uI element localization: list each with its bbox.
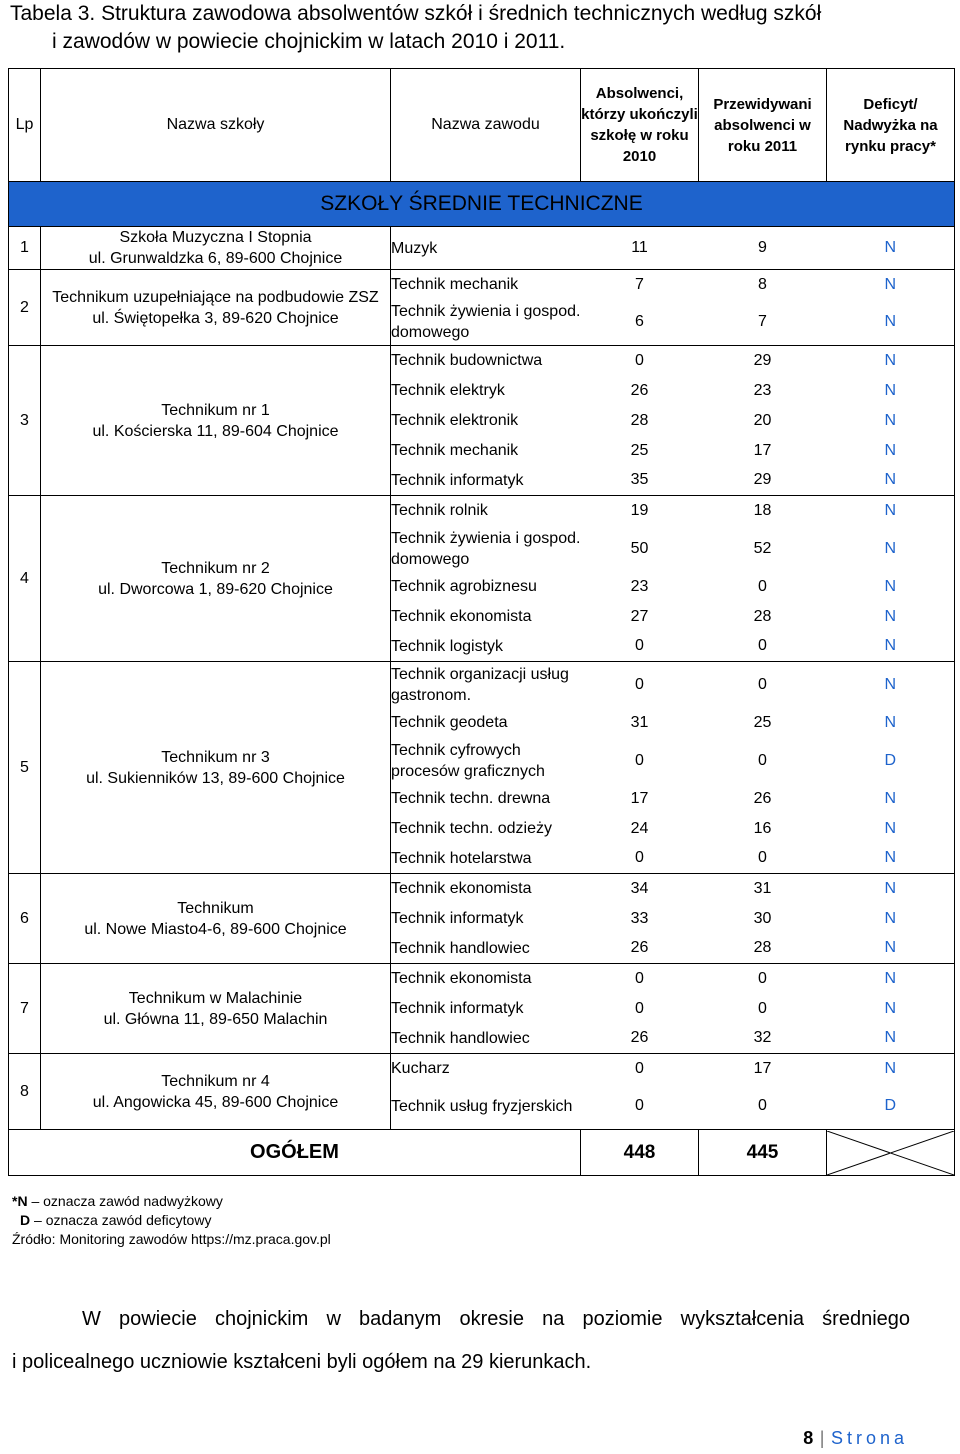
table-row bbox=[9, 270, 955, 300]
balance-flag-cell: N bbox=[827, 994, 955, 1024]
graduates-2011-cell: 31 bbox=[753, 879, 772, 897]
graduates-2011-cell: 0 bbox=[758, 969, 767, 987]
profession-cell: Technik organizacji usług gastronom. bbox=[391, 665, 569, 704]
page-footer bbox=[803, 1428, 908, 1449]
graduates-2011-cell: 0 bbox=[699, 632, 827, 662]
graduates-2010-cell: 26 bbox=[581, 1024, 699, 1054]
graduates-2010-cell: 23 bbox=[630, 577, 649, 595]
table-row bbox=[9, 1054, 955, 1084]
header-graduates-2011: Przewidywani absolwenci w roku 2011 bbox=[699, 69, 827, 182]
school-name: Szkoła Muzyczna I Stopnia bbox=[119, 229, 312, 246]
note-source: Źródło: Monitoring zawodów https://mz.praca.gov.pl bbox=[12, 1231, 331, 1247]
profession-cell: Technik informatyk bbox=[391, 910, 524, 927]
graduates-2010-cell: 27 bbox=[630, 607, 649, 625]
school-address: ul. Sukienników 13, 89-600 Chojnice bbox=[86, 769, 345, 787]
graduates-2010-cell: 0 bbox=[635, 751, 644, 769]
balance-flag-cell: N bbox=[827, 496, 955, 526]
school-cell bbox=[41, 874, 391, 964]
table-row bbox=[9, 874, 955, 904]
table-row bbox=[9, 662, 955, 708]
graduates-2011-cell: 29 bbox=[699, 466, 827, 496]
row-lp: 1 bbox=[9, 227, 41, 270]
graduates-2011-cell: 17 bbox=[753, 1059, 772, 1077]
profession-cell: Technik budownictwa bbox=[391, 352, 543, 370]
balance-flag-cell: N bbox=[827, 934, 955, 964]
graduates-2011-cell: 18 bbox=[753, 501, 772, 519]
balance-flag-cell: N bbox=[827, 227, 955, 270]
graduates-2010-cell: 0 bbox=[635, 999, 644, 1017]
summary-paragraph bbox=[12, 1298, 910, 1384]
school-cell bbox=[41, 270, 391, 346]
graduates-2011-cell: 23 bbox=[753, 381, 772, 399]
school-cell bbox=[41, 964, 391, 1054]
school-name: Technikum bbox=[177, 899, 254, 917]
total-2011: 445 bbox=[699, 1130, 827, 1176]
graduates-2010-cell: 50 bbox=[630, 539, 649, 557]
graduates-2010-cell: 11 bbox=[581, 227, 699, 270]
profession-cell: Technik żywienia i gospod. domowego bbox=[391, 529, 581, 568]
graduates-2010-cell: 26 bbox=[630, 381, 649, 399]
header-profession: Nazwa zawodu bbox=[391, 69, 581, 182]
row-lp: 7 bbox=[9, 964, 41, 1054]
balance-flag-cell: D bbox=[827, 738, 955, 784]
profession-cell: Technik agrobiznesu bbox=[391, 578, 537, 595]
school-name: Technikum nr 3 bbox=[161, 748, 270, 766]
graduates-2011-cell: 30 bbox=[753, 909, 772, 927]
profession-cell: Technik techn. odzieży bbox=[391, 820, 552, 837]
profession-cell: Kucharz bbox=[391, 1060, 450, 1078]
school-address: ul. Główna 11, 89-650 Malachin bbox=[103, 1010, 328, 1028]
row-lp: 2 bbox=[9, 270, 41, 346]
balance-flag-cell: N bbox=[827, 708, 955, 738]
paragraph-line-2: i policealnego uczniowie kształceni byli ogółem na 29 kierunkach. bbox=[12, 1351, 592, 1373]
profession-cell: Technik cyfrowych procesów graficznych bbox=[391, 741, 545, 780]
profession-cell: Technik ekonomista bbox=[391, 970, 532, 988]
graduates-2010-cell: 19 bbox=[630, 501, 649, 519]
balance-flag-cell: N bbox=[827, 632, 955, 662]
school-cell bbox=[41, 346, 391, 496]
graduates-2011-cell: 16 bbox=[753, 819, 772, 837]
graduates-2011-cell: 0 bbox=[758, 577, 767, 595]
header-row bbox=[9, 69, 955, 182]
graduates-2010-cell: 6 bbox=[581, 300, 699, 346]
graduates-2010-cell: 31 bbox=[630, 713, 649, 731]
graduates-2011-cell: 20 bbox=[753, 411, 772, 429]
balance-flag-cell: N bbox=[827, 526, 955, 572]
header-school: Nazwa szkoły bbox=[41, 69, 391, 182]
total-crossed-cell bbox=[827, 1130, 955, 1176]
paragraph-line-1: W powiecie chojnickim w badanym okresie na poziomie wykształcenia średniego bbox=[82, 1308, 910, 1330]
profession-cell: Technik hotelarstwa bbox=[391, 844, 581, 874]
profession-cell: Technik elektryk bbox=[391, 382, 505, 399]
profession-cell: Technik ekonomista bbox=[391, 608, 532, 625]
graduates-2010-cell: 0 bbox=[635, 969, 644, 987]
balance-flag-cell: N bbox=[827, 1024, 955, 1054]
school-cell bbox=[41, 496, 391, 662]
graduates-2011-cell: 25 bbox=[753, 713, 772, 731]
balance-flag-cell: N bbox=[827, 784, 955, 814]
row-lp: 8 bbox=[9, 1054, 41, 1130]
profession-cell: Technik geodeta bbox=[391, 714, 508, 731]
graduates-2010-cell: 24 bbox=[630, 819, 649, 837]
total-label: OGÓŁEM bbox=[9, 1130, 581, 1176]
balance-flag-cell: N bbox=[827, 376, 955, 406]
balance-flag-cell: N bbox=[827, 346, 955, 376]
graduates-table bbox=[8, 68, 955, 1176]
table-notes bbox=[12, 1192, 331, 1249]
balance-flag-cell: N bbox=[827, 844, 955, 874]
balance-flag-cell: N bbox=[827, 436, 955, 466]
balance-flag-cell: N bbox=[827, 466, 955, 496]
row-lp: 5 bbox=[9, 662, 41, 874]
graduates-2010-cell: 0 bbox=[635, 351, 644, 369]
profession-cell: Technik logistyk bbox=[391, 632, 581, 662]
table-row bbox=[9, 964, 955, 994]
school-cell bbox=[41, 1054, 391, 1130]
graduates-2011-cell: 0 bbox=[758, 751, 767, 769]
balance-flag-cell: N bbox=[827, 572, 955, 602]
graduates-2011-cell: 0 bbox=[699, 1084, 827, 1130]
table-row bbox=[9, 496, 955, 526]
graduates-2011-cell: 32 bbox=[699, 1024, 827, 1054]
school-address: ul. Angowicka 45, 89-600 Chojnice bbox=[92, 1093, 339, 1111]
note-surplus: *N – oznacza zawód nadwyżkowy bbox=[12, 1193, 223, 1209]
school-name: Technikum nr 2 bbox=[161, 559, 270, 577]
table-row bbox=[9, 346, 955, 376]
diagonal-cross-icon bbox=[827, 1131, 954, 1175]
row-lp: 4 bbox=[9, 496, 41, 662]
balance-flag-cell: N bbox=[827, 904, 955, 934]
graduates-2010-cell: 33 bbox=[630, 909, 649, 927]
graduates-2010-cell: 26 bbox=[581, 934, 699, 964]
graduates-2010-cell: 25 bbox=[630, 441, 649, 459]
school-address: ul. Grunwaldzka 6, 89-600 Chojnice bbox=[88, 250, 343, 267]
profession-cell: Technik usług fryzjerskich bbox=[391, 1084, 581, 1130]
note-deficit: D – oznacza zawód deficytowy bbox=[20, 1212, 212, 1228]
graduates-2011-cell: 29 bbox=[753, 351, 772, 369]
school-name: Technikum nr 1 bbox=[161, 401, 270, 419]
balance-flag-cell: N bbox=[827, 602, 955, 632]
graduates-2011-cell: 0 bbox=[758, 999, 767, 1017]
table-row bbox=[9, 227, 955, 270]
graduates-2010-cell: 28 bbox=[630, 411, 649, 429]
school-address: ul. Nowe Miasto4-6, 89-600 Chojnice bbox=[84, 920, 347, 938]
section-band: SZKOŁY ŚREDNIE TECHNICZNE bbox=[9, 182, 954, 226]
graduates-2011-cell: 0 bbox=[758, 675, 767, 693]
graduates-2011-cell: 0 bbox=[699, 844, 827, 874]
profession-cell: Technik mechanik bbox=[391, 442, 519, 459]
section-row bbox=[9, 182, 955, 227]
total-2010: 448 bbox=[581, 1130, 699, 1176]
page-label: Strona bbox=[830, 1428, 908, 1448]
school-address: ul. Dworcowa 1, 89-620 Chojnice bbox=[98, 580, 333, 598]
graduates-2010-cell: 35 bbox=[581, 466, 699, 496]
balance-flag-cell: N bbox=[827, 300, 955, 346]
graduates-2010-cell: 0 bbox=[581, 1084, 699, 1130]
school-address: ul. Kościerska 11, 89-604 Chojnice bbox=[92, 422, 339, 440]
school-cell bbox=[41, 227, 391, 270]
header-lp: Lp bbox=[9, 69, 41, 182]
profession-cell: Technik ekonomista bbox=[391, 880, 532, 898]
profession-cell: Technik informatyk bbox=[391, 1000, 524, 1017]
profession-cell: Technik techn. drewna bbox=[391, 790, 551, 807]
balance-flag-cell: N bbox=[827, 406, 955, 436]
balance-flag-cell: N bbox=[827, 270, 955, 300]
graduates-2011-cell: 9 bbox=[699, 227, 827, 270]
balance-flag-cell: N bbox=[827, 1054, 955, 1084]
profession-cell: Technik elektronik bbox=[391, 412, 519, 429]
graduates-2011-cell: 26 bbox=[753, 789, 772, 807]
school-address: ul. Świętopełka 3, 89-620 Chojnice bbox=[92, 309, 339, 327]
caption-line-1: Tabela 3. Struktura zawodowa absolwentów szkół i średnich technicznych według szkół bbox=[10, 2, 822, 25]
profession-cell: Technik handlowiec bbox=[391, 934, 581, 964]
balance-flag-cell: D bbox=[827, 1084, 955, 1130]
school-name: Technikum uzupełniające na podbudowie ZSZ bbox=[52, 288, 379, 306]
row-lp: 6 bbox=[9, 874, 41, 964]
footer-separator: | bbox=[819, 1428, 825, 1448]
graduates-2011-cell: 7 bbox=[699, 300, 827, 346]
graduates-2010-cell: 0 bbox=[581, 844, 699, 874]
graduates-2010-cell: 0 bbox=[635, 1059, 644, 1077]
balance-flag-cell: N bbox=[827, 814, 955, 844]
table-body bbox=[9, 227, 955, 1130]
profession-cell: Technik informatyk bbox=[391, 466, 581, 496]
graduates-2011-cell: 17 bbox=[753, 441, 772, 459]
balance-flag-cell: N bbox=[827, 964, 955, 994]
profession-cell: Muzyk bbox=[391, 227, 581, 270]
profession-cell: Technik handlowiec bbox=[391, 1024, 581, 1054]
total-row bbox=[9, 1130, 955, 1176]
header-deficit-surplus: Deficyt/ Nadwyżka na rynku pracy* bbox=[827, 69, 955, 182]
row-lp: 3 bbox=[9, 346, 41, 496]
table-caption bbox=[10, 0, 950, 56]
graduates-2010-cell: 17 bbox=[630, 789, 649, 807]
caption-line-2: i zawodów w powiecie chojnickim w latach 2010 i 2011. bbox=[52, 30, 566, 53]
page-number: 8 bbox=[803, 1428, 814, 1448]
graduates-2010-cell: 0 bbox=[635, 675, 644, 693]
header-graduates-2010: Absolwenci, którzy ukończyli szkołę w roku 2010 bbox=[581, 69, 699, 182]
school-name: Technikum w Malachinie bbox=[128, 989, 303, 1007]
graduates-2011-cell: 8 bbox=[758, 275, 767, 293]
profession-cell: Technik żywienia i gospod. domowego bbox=[391, 300, 581, 346]
graduates-2010-cell: 0 bbox=[581, 632, 699, 662]
graduates-2010-cell: 34 bbox=[630, 879, 649, 897]
profession-cell: Technik rolnik bbox=[391, 502, 488, 520]
school-cell bbox=[41, 662, 391, 874]
graduates-2011-cell: 52 bbox=[753, 539, 772, 557]
profession-cell: Technik mechanik bbox=[391, 276, 519, 294]
balance-flag-cell: N bbox=[827, 874, 955, 904]
graduates-2010-cell: 7 bbox=[635, 275, 644, 293]
graduates-2011-cell: 28 bbox=[753, 607, 772, 625]
school-name: Technikum nr 4 bbox=[161, 1072, 270, 1090]
balance-flag-cell: N bbox=[827, 662, 955, 708]
graduates-2011-cell: 28 bbox=[699, 934, 827, 964]
